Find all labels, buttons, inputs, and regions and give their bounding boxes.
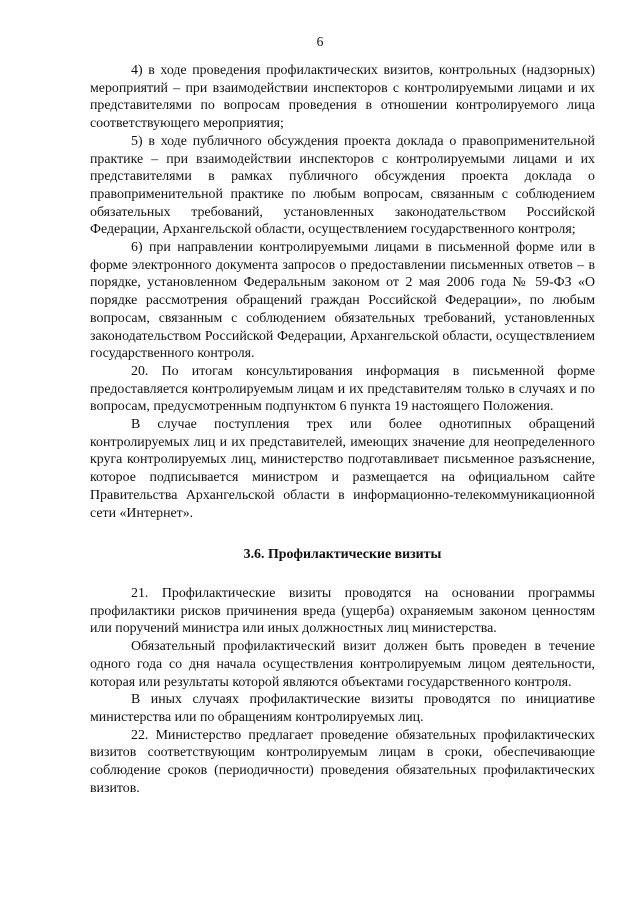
- paragraph-item-4: 4) в ходе проведения профилактических визитов, контрольных (надзорных) мероприятий – при взаимодействии инспекторов с контролируемыми лицами и их представителями по вопросам проведения в отношении контролируемого лица соответствующего мероприятия;: [90, 63, 595, 132]
- paragraph-clause-20-continued: В случае поступления трех или более однотипных обращений контролируемых лиц и их представителей, имеющих значение для неопределенного круга контролируемых лиц, министерство подготавливает письменное разъяснение, которое подписывается министром и размещается на официальном сайте Правительства Архангельской области в информационно-телекоммуникационной сети «Интернет».: [90, 417, 595, 521]
- paragraph-other-cases: В иных случаях профилактические визиты проводятся по инициативе министерства или по обращениям контролируемых лиц.: [90, 692, 595, 725]
- document-body: [90, 62, 595, 797]
- paragraph-clause-20: 20. По итогам консультирования информация в письменной форме предоставляется контролируемым лицам и их представителям только в случаях и по вопросам, предусмотренным подпунктом 6 пункта 19 настоящего Положения.: [90, 363, 595, 415]
- section-heading: 3.6. Профилактические визиты: [243, 547, 442, 563]
- paragraph-item-6: 6) при направлении контролируемыми лицами в письменной форме или в форме электронного документа запросов о предоставлении письменных ответов – в порядке, установленном Федеральным законом от 2 мая 2006 года № 59-ФЗ «О порядке рассмотрения обращений граждан Российской Федерации», по любым вопросам, связанным с соблюдением обязательных требований, установленных законодательством Российской Федерации, Архангельской области, осуществлением государственного контроля.: [90, 240, 595, 362]
- paragraph-clause-21: 21. Профилактические визиты проводятся на основании программы профилактики рисков причинения вреда (ущерба) охраняемым законом ценностям или поручений министра или иных должностных лиц министерства.: [90, 585, 595, 637]
- page-number: 6: [316, 34, 324, 49]
- paragraph-item-5: 5) в ходе публичного обсуждения проекта доклада о правоприменительной практике – при взаимодействии инспекторов с контролируемыми лицами и их представителями в рамках публичного обсуждения проекта доклада о правоприменительной практике по любым вопросам, связанным с соблюдением обязательных требований, установленных законодательством Российской Федерации, Архангельской области, осуществлением государственного контроля;: [90, 133, 595, 238]
- paragraph-clause-22: 22. Министерство предлагает проведение обязательных профилактических визитов соответствующим контролируемым лицам в сроки, обеспечивающие соблюдение сроков (периодичности) проведения обязательных профилактических визитов.: [90, 727, 595, 796]
- paragraph-mandatory-visit: Обязательный профилактический визит должен быть проведен в течение одного года со дня начала осуществления контролируемым лицом деятельности, которая или результаты которой являются объектами государственного контроля.: [90, 639, 595, 690]
